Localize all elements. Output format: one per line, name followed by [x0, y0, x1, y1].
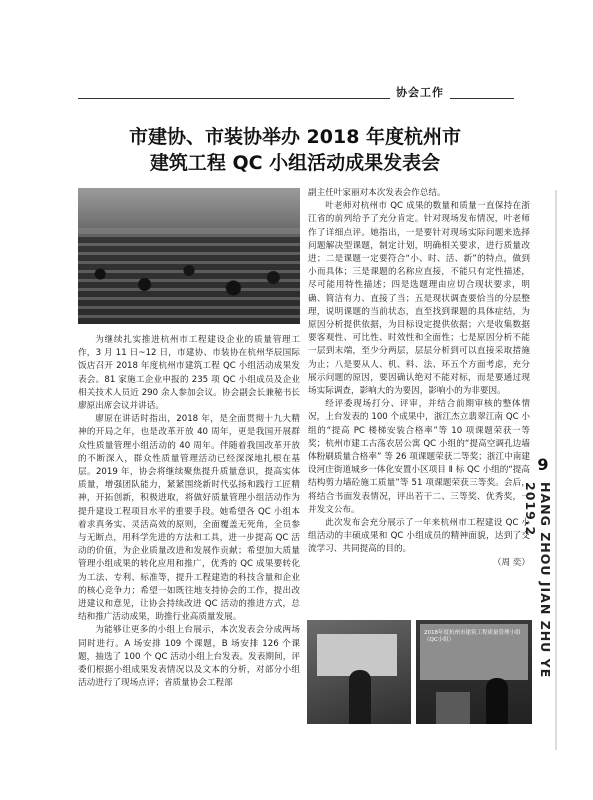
paragraph: 廖原在讲话时指出，2018 年，是全面贯彻十九大精神的开局之年，也是改革开放 40 周年，更是我国开展群众性质量管理小组活动的 40 周年。伴随着我国改革开放的不断深入，群众性质量管理活动已经深深地扎根在基层。2019 年，协会将继续聚焦提升质量意识，提高实体质量，增强团队能力，紧紧围绕新时代弘扬和践行工匠精神，开拓创新，积极进取，将做好质量管理小组活动作为提升建设工程项目水平的重要手段。她希望各 QC 小组本着求真务实、灵活高效的原则，全面覆盖无死角，全员参与无断点，用科学先进的方法和工具，进一步提高 QC 活动的价值，为企业质量改进和发展作贡献；希望加大质量管理小组成果的转化应用和推广，优秀的 QC 成果要转化为工法、专利、标准等，提升工程建造的科技含量和企业的核心竞争力；希望一如既往地支持协会的工作，提出改进建议和意见，让协会持续改进 QC 活动的推进方式，总结和推广活动成果，助推行业高质量发展。: [78, 414, 300, 623]
banner-text: 2018年度杭州市建筑工程质量管理小组（QC小组）: [424, 630, 521, 643]
article-title: [60, 124, 530, 176]
title-line-1: 市建协、市装协举办 2018 年度杭州市: [128, 126, 462, 148]
paragraph: 此次发布会充分展示了一年来杭州市工程建设 QC 小组活动的丰硕成果和 QC 小组成员的精神面貌，达到了交流学习、共同提高的目的。: [308, 518, 530, 555]
title-line-2: 建筑工程 QC 小组活动成果发表会: [149, 152, 441, 174]
left-column: [78, 334, 300, 690]
page-number: 9: [537, 455, 549, 474]
author-credit: （周 奕）: [492, 557, 530, 568]
paragraph: 叶老师对杭州市 QC 成果的数量和质量一直保持在浙江省的前列给予了充分肯定。针对现场发布情况，叶老师作了详细点评。她指出，一是要针对现场实际问题来选择问题解决型课题，制定计划，明确相关要求，进行质量改进；二是课题一定要符合“小、时、活、新”的特点，做到小而具体；三是课题的名称应直接，不能只有定性描述，尽可能用特性描述；四是选题理由应切合现状要求，明确、简洁有力、直接了当；五是现状调查要恰当的分层整理，说明课题的当前状态，直至找到课题的具体症结，为原因分析提供依据，为目标设定提供依据；六是收集数据要客观性、可比性、时效性和全面性；七是原因分析不能一层到末端，至少分两层，层层分析到可以直接采取措施为止；八是要从人、机、料、法、环五个方面考虑，充分展示问题的原因，要因确认绝对不能对标，而是要通过现场实际调查，影响大的为要因，影响小的为非要因。: [308, 201, 530, 397]
magazine-issue-label: HANG ZHOU JIAN ZHU YE 2019.2: [523, 482, 553, 679]
paragraph: 为能够让更多的小组上台展示，本次发表会分成两场同时进行。A 场安排 109 个课题，B 场安排 126 个课题，抽选了 100 个 QC 活动小组上台发表。发表期间，评委们根据小组成果发表情况以及文本的分析，对部分小组活动进行了现场点评；省质量协会工程部: [78, 625, 300, 689]
presenter-photo: [416, 620, 532, 724]
speaker-photo: [307, 620, 411, 724]
side-rule: [555, 190, 557, 750]
section-tag: 协会工作: [390, 84, 450, 100]
paragraph: 副主任叶家丽对本次发表会作总结。: [308, 188, 446, 198]
right-column: [308, 187, 530, 570]
paragraph: 经评委现场打分、评审，并结合前期审核的整体情况，上台发表的 100 个成果中，浙江杰立翡翠江南 QC 小组的“提高 PC 楼梯安装合格率”等 10 项课题荣获一等奖；杭州市建工古荡农居公寓 QC 小组的“提高空调孔边墙体粉刷质量合格率” 等 26 项课题荣获二等奖；浙江中南建设河庄街道城乡一体化安置小区项目 Ⅱ 标 QC 小组的“提高结构剪力墙砼施工质量”等 51 项课题荣获三等奖。会后，将结合书面发表情况，评出若干二、三等奖、优秀奖，一并发文公布。: [308, 399, 530, 515]
paragraph: 为继续扎实推进杭州市工程建设企业的质量管理工作，3 月 11 日~12 日，市建协、市装协在杭州华辰国际饭店召开 2018 年度杭州市建筑工程 QC 小组活动成果发表会。81 家施工企业申报的 235 项 QC 小组成员及企业相关技术人员近 290 余人参加会议。协会副会长兼秘书长廖原出席会议并讲话。: [78, 335, 300, 412]
meeting-audience-photo: [78, 188, 300, 324]
